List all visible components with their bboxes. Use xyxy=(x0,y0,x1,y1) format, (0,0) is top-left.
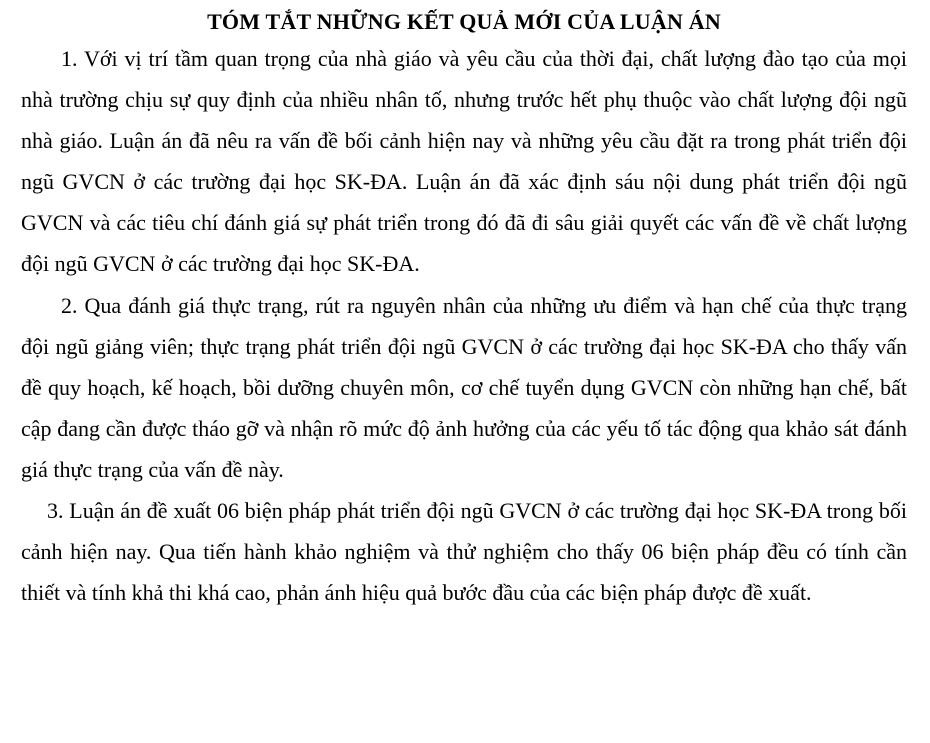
document-title: TÓM TẮT NHỮNG KẾT QUẢ MỚI CỦA LUẬN ÁN xyxy=(207,9,721,34)
paragraph-1: 1. Với vị trí tầm quan trọng của nhà giáo và yêu cầu của thời đại, chất lượng đào tạo của mọi nhà trường chịu sự quy định của nhiều nhân tố, nhưng trước hết phụ thuộc vào chất lượng đội ngũ nhà giáo. Luận án đã nêu ra vấn đề bối cảnh hiện nay và những yêu cầu đặt ra trong phát triển đội ngũ GVCN ở các trường đại học SK-ĐA. Luận án đã xác định sáu nội dung phát triển đội ngũ GVCN và các tiêu chí đánh giá sự phát triển trong đó đã đi sâu giải quyết các vấn đề về chất lượng đội ngũ GVCN ở các trường đại học SK-ĐA. xyxy=(21,46,907,277)
document-page xyxy=(21,0,907,613)
paragraph-3: 3. Luận án đề xuất 06 biện pháp phát triển đội ngũ GVCN ở các trường đại học SK-ĐA trong bối cảnh hiện nay. Qua tiến hành khảo nghiệm và thử nghiệm cho thấy 06 biện pháp đều có tính cần thiết và tính khả thi khá cao, phản ánh hiệu quả bước đầu của các biện pháp được đề xuất. xyxy=(21,498,907,606)
paragraph-2: 2. Qua đánh giá thực trạng, rút ra nguyên nhân của những ưu điểm và hạn chế của thực trạng đội ngũ giảng viên; thực trạng phát triển đội ngũ GVCN ở các trường đại học SK-ĐA cho thấy vấn đề quy hoạch, kế hoạch, bồi dưỡng chuyên môn, cơ chế tuyển dụng GVCN còn những hạn chế, bất cập đang cần được tháo gỡ và nhận rõ mức độ ảnh hưởng của các yếu tố tác động qua khảo sát đánh giá thực trạng của vấn đề này. xyxy=(21,292,907,482)
